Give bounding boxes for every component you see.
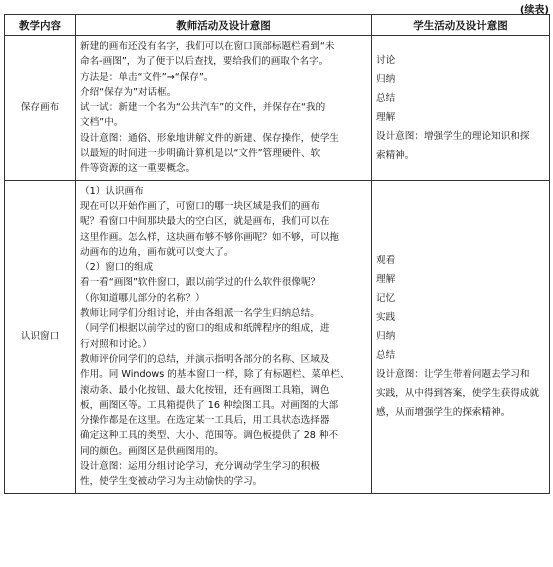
student-line: 记忆 <box>376 293 396 305</box>
topic-cell: 认识窗口 <box>5 180 76 493</box>
teacher-line: 教师评价同学们的总结，并演示指明各部分的名称、区域及 <box>80 353 330 365</box>
student-line: 归纳 <box>376 331 396 343</box>
table-row-save-canvas <box>5 36 550 181</box>
lesson-plan-table <box>4 14 550 494</box>
teacher-line: 命名-画图”，为了便于以后查找，要给我们的画取个名字。 <box>80 56 329 68</box>
topic-cell: 保存画布 <box>5 36 76 181</box>
student-line: 理解 <box>376 111 396 123</box>
student-line: 归纳 <box>376 73 396 85</box>
student-line: 设计意图：增强学生的理论知识和探 <box>376 130 530 142</box>
student-cell <box>372 36 550 181</box>
header-topic: 教学内容 <box>5 15 76 36</box>
student-cell <box>372 180 550 493</box>
teacher-line: 设计意图：通俗、形象地讲解文件的新建、保存操作，使学生 <box>80 132 340 144</box>
teacher-cell <box>76 180 372 493</box>
teacher-line: 件等资源的这一重要概念。 <box>80 163 196 175</box>
student-line: 设计意图：让学生带着问题去学习和 <box>376 369 530 381</box>
student-line: 讨论 <box>376 54 396 66</box>
teacher-line: 介绍“保存为”对话框。 <box>80 86 177 98</box>
teacher-line: 这里作画。怎么样，这块画布够不够你画呢？如不够，可以拖 <box>80 231 340 243</box>
student-line: 观看 <box>376 255 396 267</box>
teacher-line: 新建的画布还没有名字，我们可以在窗口顶部标题栏看到“未 <box>80 41 335 52</box>
table-row-recognize-window <box>5 180 550 493</box>
header-teacher-activity: 教师活动及设计意图 <box>76 15 372 36</box>
teacher-line: （你知道哪儿部分的名称？） <box>80 292 205 304</box>
header-row <box>5 15 550 36</box>
teacher-line: 方法是：单击“文件”→“保存”。 <box>80 71 214 83</box>
teacher-line: 性，使学生变被动学习为主动愉快的学习。 <box>80 476 263 488</box>
teacher-line: 动画布的边角，画布就可以变大了。 <box>80 246 234 258</box>
teacher-line: 以最短的时间进一步明确计算机是以“文件”管理硬件、软 <box>80 148 321 160</box>
teacher-line: 文档”中。 <box>80 117 124 129</box>
teacher-line: 看一看“画图”软件窗口，跟以前学过的什么软件很像呢？ <box>80 277 321 289</box>
teacher-line: 作用。同 Windows 的基本窗口一样，除了有标题栏、菜单栏、 <box>80 369 350 381</box>
student-line: 实践 <box>376 312 396 324</box>
student-line: 理解 <box>376 274 396 286</box>
teacher-line: （1）认识画布 <box>80 185 144 197</box>
student-line: 总结 <box>376 350 396 362</box>
teacher-line: （同学们根据以前学过的窗口的组成和纸牌程序的组成，进 <box>80 323 330 335</box>
teacher-line: 现在可以开始作画了，可窗口的哪一块区域是我们的画布 <box>80 200 320 212</box>
teacher-line: 设计意图：运用分组讨论学习，充分调动学生学习的积极 <box>80 461 320 473</box>
teacher-cell <box>76 36 372 181</box>
teacher-line: 同的颜色。画图区是供画图用的。 <box>80 445 224 457</box>
continued-label: (续表) <box>519 5 549 16</box>
teacher-line: （2）窗口的组成 <box>80 262 154 274</box>
teacher-line: 确定这种工具的类型、大小、范围等。调色板提供了 28 种不 <box>80 430 339 442</box>
teacher-line: 呢？看窗口中间那块最大的空白区，就是画布，我们可以在 <box>80 216 330 228</box>
teacher-line: 滚动条、最小化按钮、最大化按钮，还有画图工具箱，调色 <box>80 384 330 396</box>
teacher-line: 分操作都是在这里。在选定某一工具后，用工具状态选择器 <box>80 415 330 427</box>
student-line: 索精神。 <box>376 149 415 161</box>
teacher-line: 教师让同学们分组讨论，并由各组派一名学生归纳总结。 <box>80 308 320 320</box>
student-line: 实践，从中得到答案，使学生获得成就 <box>376 388 540 400</box>
header-student-activity: 学生活动及设计意图 <box>372 15 550 36</box>
student-line: 感，从而增强学生的探索精神。 <box>376 407 511 419</box>
teacher-line: 行对照和讨论。） <box>80 338 152 350</box>
student-line: 总结 <box>376 92 396 104</box>
teacher-line: 试一试：新建一个名为“公共汽车”的文件，并保存在“我的 <box>80 102 326 114</box>
teacher-line: 板，画图区等。工具箱提供了 16 种绘图工具。对画图的大部 <box>80 399 339 411</box>
